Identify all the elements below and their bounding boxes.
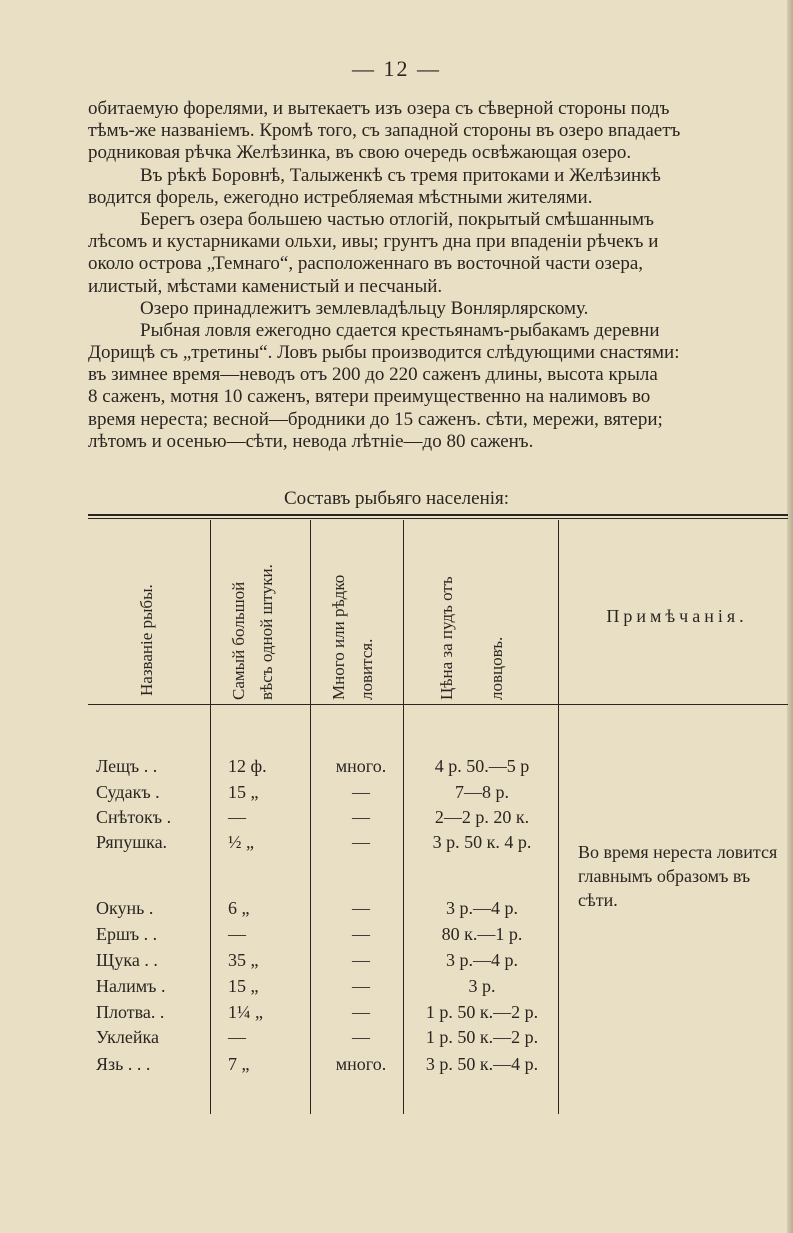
table-row	[88, 1002, 558, 1028]
header-weight-line2: вѣсъ одной штуки.	[257, 564, 276, 700]
table-header-rule	[88, 704, 788, 705]
amount-cell: —	[352, 782, 370, 802]
weight-cell: 15 „	[228, 976, 259, 996]
weight-cell: ½ „	[228, 832, 254, 852]
text-line: Дорищѣ съ „третины“. Ловъ рыбы производится слѣдующими снастями:	[88, 342, 680, 364]
amount-cell: —	[352, 807, 370, 827]
text-line: Озеро принадлежитъ землевладѣльцу Вонлярлярскому.	[140, 297, 589, 319]
fish-name-cell: Снѣтокъ .	[96, 807, 172, 827]
amount-cell: —	[352, 832, 370, 852]
text-line: обитаемую форелями, и вытекаетъ изъ озера съ сѣверной стороны подъ	[88, 98, 670, 119]
text-line: около острова „Темнаго“, расположеннаго въ восточной части озера,	[88, 253, 644, 275]
table-row	[88, 782, 558, 808]
header-fish-name: Названiе рыбы.	[137, 584, 156, 696]
weight-cell: —	[228, 924, 246, 944]
weight-cell: 12 ф.	[228, 756, 267, 776]
text-line: время нереста; весной—бродники до 15 саженъ. сѣти, мережи, вятери;	[88, 408, 663, 430]
amount-cell: —	[352, 950, 370, 970]
text-line: въ зимнее время—неводъ отъ 200 до 220 саженъ длины, высота крыла	[88, 364, 658, 386]
fish-name-cell: Плотва. .	[96, 1002, 165, 1022]
text-line: илистый, мѣстами каменистый и песчаный.	[88, 275, 443, 297]
text-line: лѣсомъ и кустарниками ольхи, ивы; грунтъ дна при впаденiи рѣчекъ и	[88, 231, 659, 253]
price-cell: 3 р. 50 к. 4 р.	[432, 832, 532, 852]
table-row	[88, 832, 558, 858]
table-row	[88, 1054, 558, 1080]
fish-name-cell: Уклейка	[96, 1027, 159, 1047]
price-cell: 1 р. 50 к.—2 р.	[425, 1027, 539, 1047]
header-amount-line1: Много или рѣдко	[329, 574, 348, 700]
amount-cell: —	[352, 1002, 370, 1022]
header-price-line1: Цѣна за пудъ отъ	[437, 576, 456, 700]
text-line: тѣмъ-же названiемъ. Кромѣ того, съ западной стороны въ озеро впадаетъ	[88, 120, 681, 142]
header-weight-line1: Самый большой	[229, 581, 248, 700]
fish-name-cell: Налимъ .	[96, 976, 166, 996]
fish-name-cell: Лещъ . .	[96, 756, 158, 776]
price-cell: 1 р. 50 к.—2 р.	[425, 1002, 539, 1022]
fish-name-cell: Щука . .	[96, 950, 158, 970]
text-line: 8 саженъ, мотня 10 саженъ, вятери преимущественно на налимовъ во	[88, 386, 651, 408]
amount-cell: —	[352, 898, 370, 918]
text-line: Рыбная ловля ежегодно сдается крестьянамъ-рыбакамъ деревни	[140, 319, 660, 341]
weight-cell: 7 „	[228, 1054, 250, 1074]
header-notes: Примѣчанiя.	[606, 606, 748, 626]
weight-cell: 15 „	[228, 782, 259, 802]
price-cell: 3 р.	[468, 976, 496, 996]
price-cell: 4 р. 50.—5 р	[434, 756, 530, 776]
table-row	[88, 924, 558, 950]
table-row	[88, 1027, 558, 1053]
price-cell: 80 к.—1 р.	[441, 924, 523, 944]
column-divider	[558, 520, 559, 1114]
price-cell: 7—8 р.	[455, 782, 509, 802]
fish-name-cell: Язь . . .	[96, 1054, 151, 1074]
amount-cell: —	[352, 976, 370, 996]
table-row	[88, 807, 558, 833]
table-row	[88, 756, 558, 782]
fish-name-cell: Окунь .	[96, 898, 154, 918]
table-note: Во время нереста ловится главнымъ образомъ въ сѣти.	[578, 842, 778, 910]
paragraph-text	[88, 98, 788, 453]
weight-cell: 6 „	[228, 898, 250, 918]
fish-name-cell: Ершъ . .	[96, 924, 158, 944]
fish-name-cell: Судакъ .	[96, 782, 160, 802]
text-line: родниковая рѣчка Желѣзинка, въ свою очередь освѣжающая озеро.	[88, 142, 632, 164]
table-row	[88, 950, 558, 976]
amount-cell: —	[352, 1027, 370, 1047]
amount-cell: много.	[335, 1054, 387, 1074]
amount-cell: много.	[335, 756, 387, 776]
weight-cell: 35 „	[228, 950, 259, 970]
table-row	[88, 976, 558, 1002]
page-number: — 12 —	[352, 56, 441, 81]
price-cell: 3 р.—4 р.	[446, 950, 518, 970]
weight-cell: —	[228, 807, 246, 827]
table-row	[88, 898, 558, 924]
header-amount-line2: ловится.	[357, 638, 376, 700]
table-caption: Составъ рыбьяго населенiя:	[283, 488, 510, 509]
price-cell: 3 р.—4 р.	[446, 898, 518, 918]
text-line: Въ рѣкѣ Боровнѣ, Талыженкѣ съ тремя притоками и Желѣзинкѣ	[140, 164, 661, 186]
text-line: лѣтомъ и осенью—сѣти, невода лѣтнiе—до 80 саженъ.	[88, 430, 534, 452]
weight-cell: 1¼ „	[228, 1002, 263, 1022]
weight-cell: —	[228, 1027, 246, 1047]
text-line: Берегъ озера большею частью отлогiй, покрытый смѣшаннымъ	[140, 208, 654, 230]
price-cell: 2—2 р. 20 к.	[434, 807, 530, 827]
text-line: водится форель, ежегодно истребляемая мѣстными жителями.	[88, 186, 593, 208]
header-price-line2: ловцовъ.	[487, 636, 506, 700]
fish-table	[88, 514, 788, 1114]
price-cell: 3 р. 50 к.—4 р.	[425, 1054, 539, 1074]
amount-cell: —	[352, 924, 370, 944]
fish-name-cell: Ряпушка.	[96, 832, 168, 852]
